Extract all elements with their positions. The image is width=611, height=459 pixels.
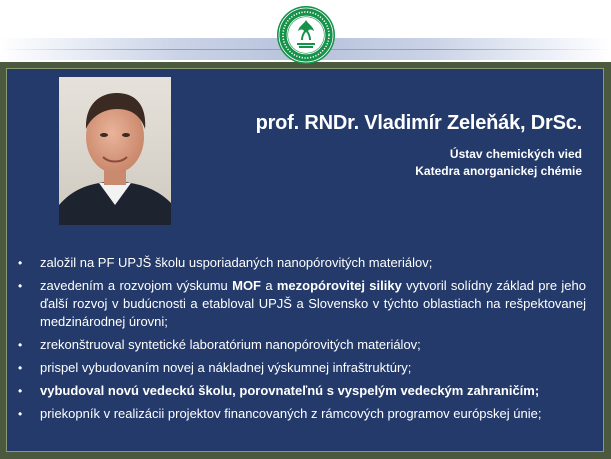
list-item (14, 277, 586, 331)
list-item-text: založil na PF UPJŠ školu usporiadaných nanopórovitých materiálov; (40, 255, 433, 270)
bullet-icon: • (18, 407, 23, 421)
bullet-icon: • (18, 279, 23, 293)
list-item-highlight: MOF (232, 278, 261, 293)
university-seal-icon (276, 5, 336, 65)
department-name: Katedra anorganickej chémie (415, 164, 582, 178)
list-item-text: prispel vybudovaním novej a nákladnej výskumnej infraštruktúry; (40, 360, 412, 375)
institute-name: Ústav chemických vied (449, 147, 582, 161)
list-item (14, 405, 586, 423)
bullet-icon: • (18, 338, 23, 352)
list-item-text: zavedením a rozvojom výskumu (40, 278, 233, 293)
list-item-text: a (261, 278, 277, 293)
list-item-text: vytvoril solídny základ pre jeho ďalší rozvoj v budúcnosti a etabloval UPJŠ a Slovensko v týchto oblastiach na rešpektovanej medzinárodnej úrovni; (40, 278, 586, 329)
list-item (14, 254, 586, 272)
list-item-text: zrekonštruoval syntetické laboratórium nanopórovitých materiálov; (40, 337, 421, 352)
bullet-icon: • (18, 361, 23, 375)
person-name: prof. RNDr. Vladimír Zeleňák, DrSc. (255, 112, 582, 134)
list-item-text: priekopník v realizácii projektov financovaných z rámcových programov európskej únie; (40, 406, 542, 421)
list-item (14, 336, 586, 354)
achievements-list (14, 254, 586, 428)
bullet-icon: • (18, 384, 23, 398)
portrait-photo (59, 77, 171, 225)
list-item-text: vybudoval novú vedeckú školu, porovnateľnú s vyspelým vedeckým zahraničím; (40, 383, 540, 398)
list-item-highlight: mezopórovitej siliky (276, 278, 402, 293)
list-item (14, 359, 586, 377)
list-item (14, 382, 586, 400)
bullet-icon: • (18, 256, 23, 270)
portrait-image (59, 77, 171, 225)
